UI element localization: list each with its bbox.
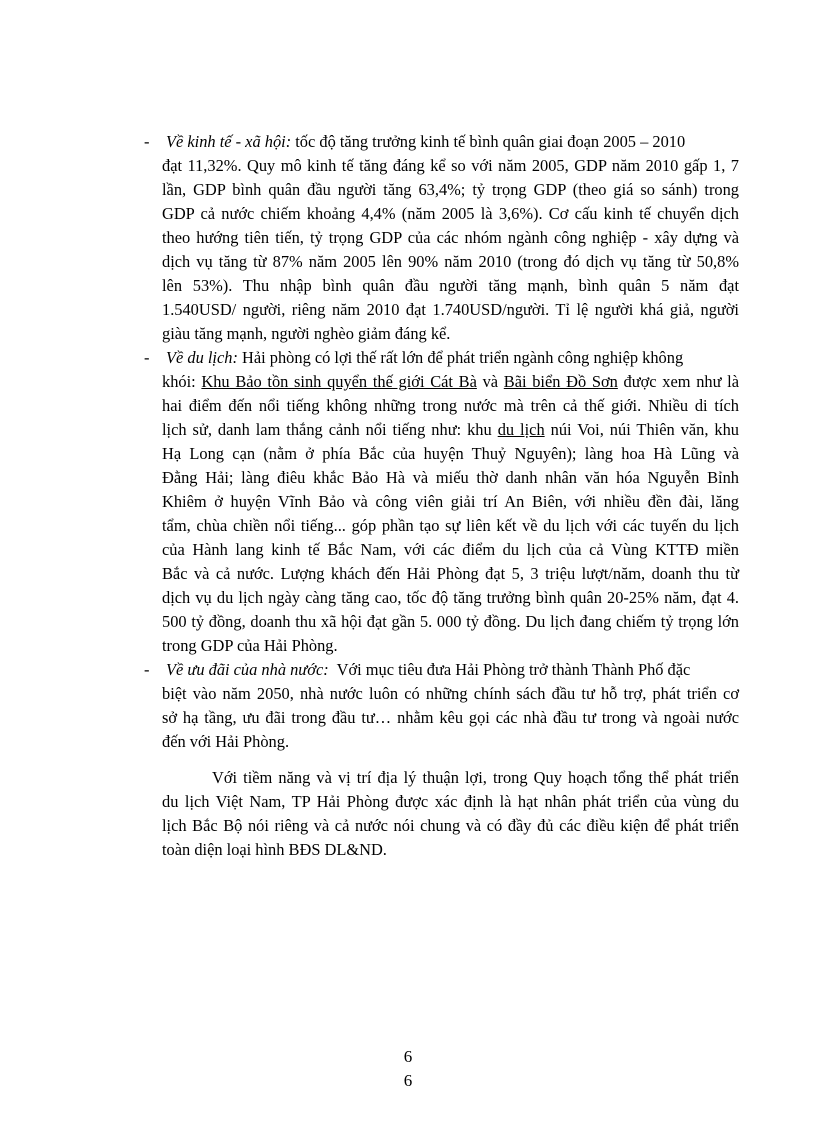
paragraph-line: Hạ Long cạn (nằm ở phía Bắc của huyện Thuỷ Nguyên); làng hoa Hà Lũng và [162, 444, 739, 463]
section-heading: Về kinh tế - xã hội: [166, 132, 292, 151]
paragraph-line: Khiêm ở huyện Vĩnh Bảo và công viên giải trí An Biên, với nhiều đền đài, lăng [162, 492, 739, 511]
paragraph-line: GDP cả nước chiếm khoảng 4,4% (năm 2005 là 3,6%). Cơ cấu kinh tế chuyển dịch [162, 204, 739, 223]
paragraph-line: khói: Khu Bảo tồn sinh quyển thế giới Cát Bà và Bãi biển Đồ Sơn được xem như là [162, 372, 739, 391]
paragraph-line: giàu tăng mạnh, người nghèo giảm đáng kể. [162, 324, 451, 343]
paragraph-line: 1.540USD/ người, riêng năm 2010 đạt 1.740USD/người. Tỉ lệ người khá giả, người [162, 300, 739, 319]
link-cat-ba-biosphere[interactable]: Khu Bảo tồn sinh quyển thế giới Cát Bà [201, 372, 477, 391]
paragraph-line: của Hành lang kinh tế Bắc Nam, với các điểm du lịch của cả Vùng KTTĐ miền [162, 540, 739, 559]
page-number: 6 [403, 1071, 413, 1090]
paragraph-line: Bắc và cả nước. Lượng khách đến Hải Phòng đạt 5, 3 triệu lượt/năm, doanh thu từ [162, 564, 739, 583]
section-heading: Về ưu đãi của nhà nước: [166, 660, 329, 679]
paragraph-line: hai điểm đến nổi tiếng không những trong nước mà trên cả thế giới. Nhiều di tích [162, 396, 739, 415]
paragraph-line: Về du lịch: Hải phòng có lợi thế rất lớn để phát triển ngành công nghiệp không [166, 348, 684, 367]
bullet-dash: - [144, 132, 150, 151]
paragraph-line: lần, GDP bình quân đầu người tăng 63,4%; tỷ trọng GDP (theo giá so sánh) trong [162, 180, 739, 199]
paragraph-line: 500 tỷ đồng, doanh thu xã hội đạt gần 5. 000 tỷ đồng. Du lịch đang chiếm tỷ trọng lớn [162, 612, 739, 631]
bullet-dash: - [144, 348, 150, 367]
paragraph-line: lên 53%). Thu nhập bình quân đầu người tăng mạnh, bình quân 5 năm đạt [162, 276, 739, 295]
paragraph-line: lịch sử, danh lam thắng cảnh nổi tiếng như: khu du lịch núi Voi, núi Thiên văn, khu [162, 420, 739, 439]
paragraph-line: sở hạ tầng, ưu đãi trong đầu tư… nhằm kêu gọi các nhà đầu tư trong và ngoài nước [162, 708, 739, 727]
paragraph-line: trong GDP của Hải Phòng. [162, 636, 338, 655]
paragraph-line: dịch vụ du lịch ngày càng tăng cao, tốc độ tăng trưởng bình quân 20-25% năm, đạt 4. [162, 588, 739, 607]
paragraph-line: Về ưu đãi của nhà nước: Với mục tiêu đưa Hải Phòng trở thành Thành Phố đặc [166, 660, 691, 679]
paragraph-line: toàn diện loại hình BĐS DL&ND. [162, 840, 387, 859]
paragraph-line: đạt 11,32%. Quy mô kinh tế tăng đáng kể so với năm 2005, GDP năm 2010 gấp 1, 7 [162, 156, 739, 175]
paragraph-line: du lịch Việt Nam, TP Hải Phòng được xác định là hạt nhân phát triển của vùng du [162, 792, 739, 811]
paragraph-line: lịch Bắc Bộ nói riêng và cả nước nói chung và có đầy đủ các điều kiện để phát triển [162, 816, 739, 835]
link-du-lich[interactable]: du lịch [497, 420, 545, 439]
link-do-son-beach[interactable]: Bãi biển Đồ Sơn [503, 372, 618, 391]
page-number: 6 [403, 1047, 413, 1066]
paragraph-line: Về kinh tế - xã hội: tốc độ tăng trưởng kinh tế bình quân giai đoạn 2005 – 2010 [166, 132, 686, 151]
paragraph-line: tẩm, chùa chiền nổi tiếng... góp phần tạo sự liên kết về du lịch với các tuyến du lịch [162, 516, 739, 535]
bullet-dash: - [144, 660, 150, 679]
paragraph-line: đến với Hải Phòng. [162, 732, 290, 751]
paragraph-line: theo hướng tiên tiến, tỷ trọng GDP của các nhóm ngành công nghiệp - xây dựng và [162, 228, 739, 247]
paragraph-line: Với tiềm năng và vị trí địa lý thuận lợi, trong Quy hoạch tổng thể phát triển [212, 768, 739, 787]
paragraph-line: dịch vụ tăng từ 87% năm 2005 lên 90% năm 2010 (trong đó dịch vụ tăng từ 50,8% [162, 252, 739, 271]
paragraph-line: biệt vào năm 2050, nhà nước luôn có những chính sách đầu tư hỗ trợ, phát triển cơ [162, 684, 739, 703]
paragraph-line: Đằng Hải; làng điêu khắc Bảo Hà và miếu thờ danh nhân văn hóa Nguyễn Bỉnh [162, 468, 739, 487]
section-heading: Về du lịch: [166, 348, 238, 367]
